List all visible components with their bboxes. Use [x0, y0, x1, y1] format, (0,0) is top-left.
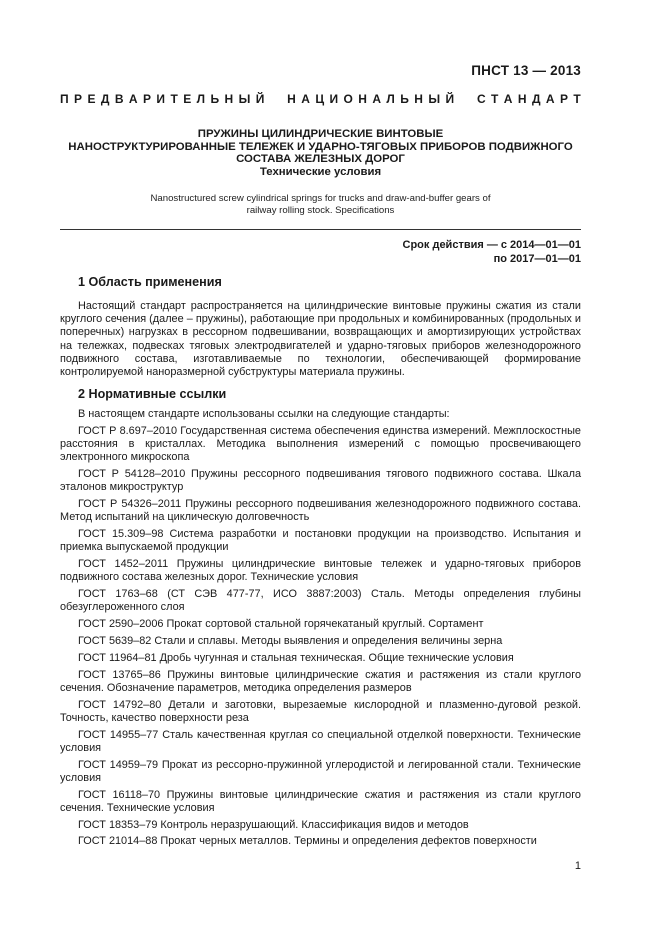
- english-title-line-2: railway rolling stock. Specifications: [246, 205, 395, 216]
- section-2-intro: В настоящем стандарте использованы ссылки на следующие стандарты:: [78, 408, 450, 421]
- reference-item: ГОСТ 11964–81 Дробь чугунная и стальная техническая. Общие технические условия: [78, 651, 514, 664]
- reference-item: ГОСТ 14959–79 Прокат из рессорно-пружинной углеродистой и легированной стали. Технические условия: [60, 758, 581, 784]
- english-title-line-1: Nanostructured screw cylindrical springs for trucks and draw-and-buffer gears of: [150, 193, 491, 204]
- divider-line: [60, 229, 581, 230]
- validity-line-1: Срок действия — с 2014—01—01: [402, 239, 581, 251]
- reference-item: ГОСТ Р 54326–2011 Пружины рессорного подвешивания железнодорожного подвижного состава. Метод испытаний на циклическую долговечность: [60, 498, 581, 524]
- reference-item: ГОСТ 14792–80 Детали и заготовки, вырезаемые кислородной и плазменно-дуговой резкой. Точность, качество поверхности реза: [60, 698, 581, 724]
- reference-item: ГОСТ Р 54128–2010 Пружины рессорного подвешивания тягового подвижного состава. Шкала эталонов микроструктур: [60, 468, 581, 494]
- title-line-1: ПРУЖИНЫ ЦИЛИНДРИЧЕСКИЕ ВИНТОВЫЕ: [197, 128, 444, 140]
- english-title: [60, 193, 581, 217]
- reference-item: ГОСТ 1452–2011 Пружины цилиндрические винтовые тележек и ударно-тяговых приборов подвижного состава железных дорог. Технические условия: [60, 558, 581, 584]
- validity-period: [403, 238, 581, 266]
- reference-item: ГОСТ 2590–2006 Прокат сортовой стальной горячекатаный круглый. Сортамент: [78, 618, 484, 631]
- document-title: [60, 128, 581, 178]
- reference-item: ГОСТ 21014–88 Прокат черных металлов. Термины и определения дефектов поверхности: [78, 835, 537, 848]
- reference-item: ГОСТ 14955–77 Сталь качественная круглая со специальной отделкой поверхности. Технические условия: [60, 728, 581, 754]
- document-body: [60, 274, 581, 852]
- reference-item: ГОСТ 15.309–98 Система разработки и постановки продукции на производство. Испытания и приемка выпускаемой продукции: [60, 528, 581, 554]
- reference-item: ГОСТ Р 8.697–2010 Государственная система обеспечения единства измерений. Межплоскостные расстояния в кристаллах. Методика выполнения измерений с помощью просвечивающего электронного микроскопа: [60, 425, 581, 464]
- section-1-text: Настоящий стандарт распространяется на цилиндрические винтовые пружины сжатия из стали круглого сечения (далее – пружины), работающие при продольных и комбинированных (продольных и поперечных) нагрузках в рессорном подвешивании, возвращающих и амортизирующих устройствах на тележках, подвесках тяговых электродвигателей и ударно-тяговых приборов железнодорожного подвижного состава, изготавливаемые по технологии, обеспечивающей формирование контролируемой наноразмерной субструктуры материала пружины.: [60, 300, 581, 379]
- document-code: ПНСТ 13 — 2013: [471, 63, 581, 78]
- reference-item: ГОСТ 5639–82 Стали и сплавы. Методы выявления и определения величины зерна: [78, 635, 503, 648]
- validity-line-2: по 2017—01—01: [493, 253, 581, 265]
- section-2-heading: 2 Нормативные ссылки: [78, 387, 227, 402]
- page-number: 1: [574, 860, 581, 872]
- title-subtitle: Технические условия: [259, 165, 382, 178]
- reference-item: ГОСТ 1763–68 (СТ СЭВ 477-77, ИСО 3887:2003) Сталь. Методы определения глубины обезуглероженного слоя: [60, 588, 581, 614]
- reference-item: ГОСТ 18353–79 Контроль неразрушающий. Классификация видов и методов: [78, 818, 469, 831]
- standard-banner: П Р Е Д В А Р И Т Е Л Ь Н Ы Й Н А Ц И О Н А Л Ь Н Ы Й С Т А Н Д А Р Т: [60, 92, 581, 106]
- reference-item: ГОСТ 16118–70 Пружины винтовые цилиндрические сжатия и растяжения из стали круглого сечения. Технические условия: [60, 788, 581, 814]
- title-line-3: СОСТАВА ЖЕЛЕЗНЫХ ДОРОГ: [236, 153, 405, 165]
- reference-item: ГОСТ 13765–86 Пружины винтовые цилиндрические сжатия и растяжения из стали круглого сечения. Обозначение параметров, методика определения размеров: [60, 668, 581, 694]
- section-1-heading: 1 Область применения: [78, 275, 222, 289]
- title-line-2: НАНОСТРУКТУРИРОВАННЫЕ ТЕЛЕЖЕК И УДАРНО-ТЯГОВЫХ ПРИБОРОВ ПОДВИЖНОГО: [68, 140, 573, 153]
